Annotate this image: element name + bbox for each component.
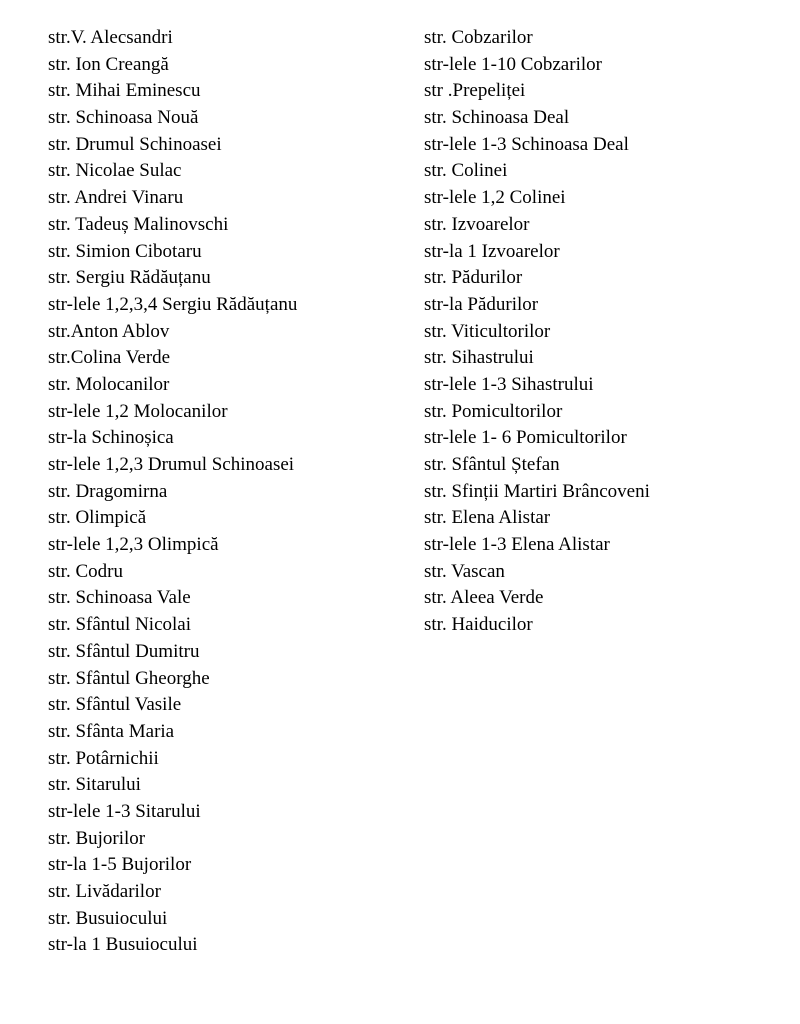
street-name: str-lele 1-3 Sihastrului	[424, 373, 594, 395]
street-name: str-lele 1- 6 Pomicultorilor	[424, 427, 627, 449]
street-name: str-la 1-5 Bujorilor	[48, 854, 192, 876]
street-name: str. Livădarilor	[48, 881, 161, 902]
street-name: str. Codru	[48, 560, 123, 582]
street-name: str. Simion Cibotaru	[48, 240, 202, 262]
street-name: str. Vascan	[424, 560, 505, 582]
street-name: str. Sitarului	[48, 774, 141, 796]
street-list-right-column	[424, 25, 794, 639]
street-name: str. Sfântul Gheorghe	[48, 667, 210, 689]
street-name: str. Schinoasa Nouă	[48, 107, 199, 129]
street-name: str.Colina Verde	[48, 347, 171, 369]
street-name: str. Bujorilor	[48, 827, 146, 849]
street-name: str. Sergiu Rădăuțanu	[48, 267, 211, 289]
street-name: str. Izvoarelor	[424, 213, 530, 235]
street-name: str. Sfântul Dumitru	[48, 640, 200, 662]
street-name: str-lele 1,2,3 Olimpică	[48, 534, 219, 556]
street-name: str. Andrei Vinaru	[48, 187, 184, 209]
street-name: str-lele 1,2,3,4 Sergiu Rădăuțanu	[48, 293, 298, 315]
street-name: str. Haiducilor	[424, 614, 533, 636]
street-name: str. Potârnichii	[48, 747, 159, 769]
street-name: str. Sfinții Martiri Brâncoveni	[424, 480, 650, 502]
street-name: str.V. Alecsandri	[48, 27, 173, 48]
street-name: str-la Schinoșica	[48, 427, 174, 449]
street-name: str-la 1 Busuiocului	[48, 934, 198, 956]
street-name: str. Nicolae Sulac	[48, 160, 182, 182]
street-name: str. Pomicultorilor	[424, 400, 563, 422]
street-name: str. Schinoasa Vale	[48, 587, 191, 609]
street-name: str. Olimpică	[48, 507, 147, 529]
street-name: str. Pădurilor	[424, 267, 523, 289]
street-name: str. Mihai Eminescu	[48, 80, 201, 102]
street-name: str. Drumul Schinoasei	[48, 133, 222, 155]
street-name: str. Sihastrului	[424, 347, 534, 369]
street-name: str. Schinoasa Deal	[424, 107, 570, 129]
street-name: str-lele 1,2,3 Drumul Schinoasei	[48, 454, 295, 475]
street-name: str. Sfântul Ștefan	[424, 454, 560, 475]
street-name: str. Aleea Verde	[424, 587, 544, 609]
street-name: str. Dragomirna	[48, 480, 168, 502]
street-name: str. Busuiocului	[48, 907, 168, 929]
street-name: str-lele 1-3 Elena Alistar	[424, 534, 610, 556]
street-name: str-lele 1,2 Molocanilor	[48, 400, 228, 422]
street-name: str-lele 1,2 Colinei	[424, 187, 566, 209]
street-name: str-lele 1-3 Schinoasa Deal	[424, 133, 629, 155]
street-name: str.Anton Ablov	[48, 320, 170, 342]
street-name: str. Sfântul Vasile	[48, 694, 182, 716]
street-name: str-lele 1-10 Cobzarilor	[424, 53, 602, 75]
street-list-left-column	[48, 25, 408, 959]
street-name: str-la Pădurilor	[424, 293, 539, 315]
street-name: str. Sfântul Nicolai	[48, 614, 192, 636]
street-name: str-lele 1-3 Sitarului	[48, 800, 201, 822]
street-name: str. Cobzarilor	[424, 27, 533, 48]
street-name: str. Sfânta Maria	[48, 720, 175, 742]
street-name: str. Viticultorilor	[424, 320, 551, 342]
street-name: str. Elena Alistar	[424, 507, 551, 529]
street-name: str. Ion Creangă	[48, 53, 169, 75]
street-name: str. Colinei	[424, 160, 508, 182]
street-name: str. Molocanilor	[48, 373, 170, 395]
street-name: str-la 1 Izvoarelor	[424, 240, 560, 262]
street-name: str. Tadeuș Malinovschi	[48, 213, 229, 235]
street-name: str .Prepeliței	[424, 80, 526, 102]
